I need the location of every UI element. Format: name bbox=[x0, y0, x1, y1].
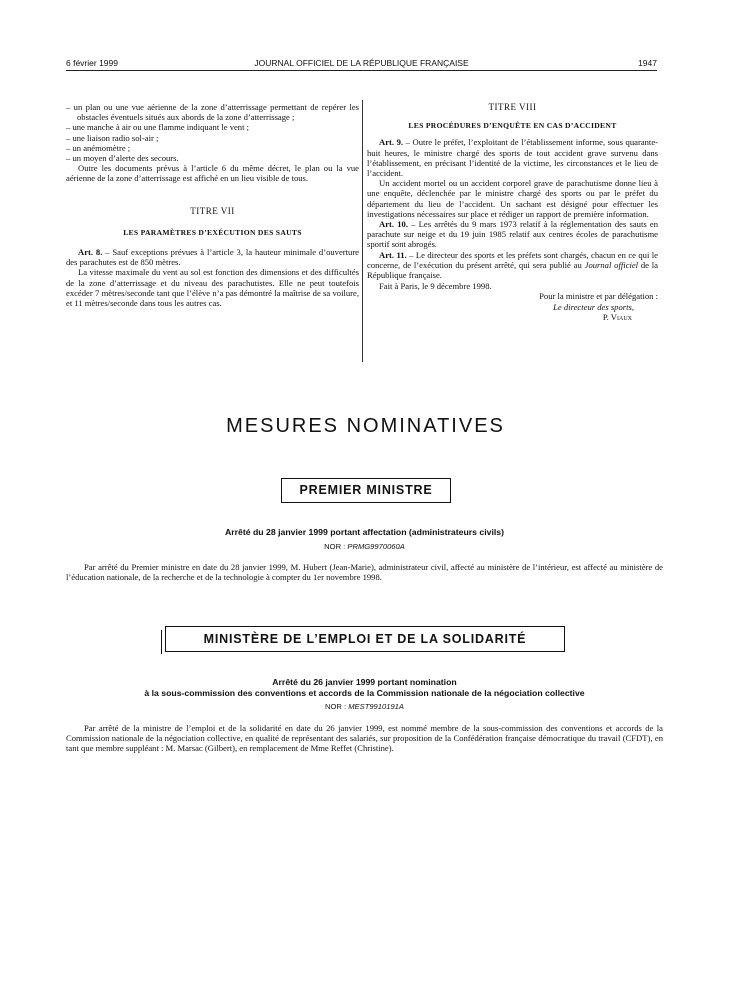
titre-vii-subtitle: LES PARAMÈTRES D’EXÉCUTION DES SAUTS bbox=[123, 227, 302, 237]
article-label: Art. 9. bbox=[379, 137, 404, 148]
right-column bbox=[367, 102, 658, 322]
nor-code: MEST9910191A bbox=[348, 702, 404, 711]
article-text: – Sauf exceptions prévues à l’article 3, la hauteur minimale d’ouverture des parachutes est de 850 mètres. bbox=[66, 247, 359, 268]
article-10 bbox=[367, 219, 658, 250]
issue-date: 6 février 1999 bbox=[66, 58, 118, 68]
header-rule bbox=[66, 70, 657, 71]
journal-title: JOURNAL OFFICIEL DE LA RÉPUBLIQUE FRANÇAISE bbox=[254, 58, 469, 68]
ministry-box-emploi: MINISTÈRE DE L’EMPLOI ET DE LA SOLIDARITÉ bbox=[165, 626, 565, 652]
list-item: – un moyen d’alerte des secours. bbox=[66, 153, 179, 164]
signature-line: Pour la ministre et par délégation : bbox=[539, 291, 658, 302]
article-text: – Les arrêtés du 9 mars 1973 relatif à la réglementation des sauts en parachute sur neige et du 19 juin 1985 relatif aux centres écoles de parachutisme sportif sont abrogés. bbox=[367, 219, 659, 250]
arrete-text: Par arrêté de la ministre de l’emploi et de la solidarité en date du 26 janvier 1999, est nommé membre de la sous-commission des conventions et accords de la Commission nationale de la négociation collective, en qualité de représentant des salariés, sur proposition de la Confédération française démocratique du travail (CFDT), en tant que membre suppléant : M. Marsac (Gilbert), en remplacement de Mme Reffet (Christine). bbox=[66, 723, 663, 754]
paragraph-outre: Outre les documents prévus à l’article 6 du même décret, le plan ou la vue aérienne de la zone d’atterrissage est affiché en un lieu visible de tous. bbox=[66, 163, 359, 184]
titre-viii-subtitle: LES PROCÉDURES D’ENQUÊTE EN CAS D’ACCIDENT bbox=[408, 121, 617, 131]
article-text: – Outre le préfet, l’exploitant de l’établissement informe, sous quarante-huit heures, le ministre chargé des sports de tout accident grave survenu dans l’établissement, en précisant l’identité de la victime, les circonstances et le lieu de l’accident. bbox=[367, 137, 658, 179]
column-divider bbox=[362, 100, 363, 362]
arrete-text: Par arrêté du Premier ministre en date du 28 janvier 1999, M. Hubert (Jean-Marie), administrateur civil, affecté au ministère de l’intérieur, est affecté au ministère de l’éducation nationale, de la recherche et de la technologie à compter du 1er novembre 1998. bbox=[66, 562, 663, 583]
paragraph-accident: Un accident mortel ou un accident corporel grave de parachutisme donne lieu à une enquête, déclenchée par le ministre chargé des sports ou par le préfet du département du lieu de l’accident. Un sachant est désigné pour effectuer les investigations nécessaires sur place et rédiger un rapport de première information. bbox=[367, 178, 658, 219]
ministry-box-premier-ministre: PREMIER MINISTRE bbox=[281, 478, 451, 503]
arrete-title: à la sous-commission des conventions et accords de la Commission nationale de la négociation collective bbox=[144, 688, 585, 698]
list-item: – une manche à air ou une flamme indiquant le vent ; bbox=[66, 122, 250, 133]
article-label: Art. 10. bbox=[379, 219, 408, 230]
nor-reference bbox=[66, 542, 663, 551]
list-item: – un anémomètre ; bbox=[66, 142, 131, 153]
list-item: – un plan ou une vue aérienne de la zone d’atterrissage permettant de repérer les obstacles éventuels situés aux abords de la zone d’atterrissage ; bbox=[66, 102, 359, 123]
titre-vii: TITRE VII bbox=[190, 205, 235, 216]
arrete-title: Arrêté du 28 janvier 1999 portant affectation (administrateurs civils) bbox=[224, 527, 505, 537]
journal-officiel-ref: Journal officiel bbox=[584, 259, 639, 270]
left-column bbox=[66, 102, 359, 308]
nor-label: NOR : bbox=[325, 702, 349, 711]
list-item: – une liaison radio sol-air ; bbox=[66, 132, 159, 143]
paragraph-vitesse: La vitesse maximale du vent au sol est fonction des dimensions et des difficultés de la zone d’atterrissage et du niveau des parachutistes. Elle ne peut toutefois excéder 7 mètres/seconde tant que l’élève n’a pas démontré la maîtrise de sa voilure, et 11 mètres/seconde dans tous les autres cas. bbox=[66, 267, 359, 309]
arrete-title: Arrêté du 26 janvier 1999 portant nomination bbox=[272, 677, 457, 687]
nor-label: NOR : bbox=[324, 542, 348, 551]
titre-viii: TITRE VIII bbox=[488, 102, 537, 112]
article-label: Art. 8. bbox=[78, 247, 103, 258]
signature-title-text: Le directeur des sports, bbox=[553, 301, 634, 312]
signature-title bbox=[367, 302, 658, 312]
fait-a-paris: Fait à Paris, le 9 décembre 1998. bbox=[379, 281, 492, 292]
nor-code: PRMG9970060A bbox=[347, 542, 405, 551]
nor-reference bbox=[66, 702, 663, 711]
article-11 bbox=[367, 250, 658, 281]
section-heading: MESURES NOMINATIVES bbox=[226, 415, 505, 437]
page-number: 1947 bbox=[638, 58, 657, 68]
article-9 bbox=[367, 137, 658, 178]
article-text: de la République française. bbox=[367, 259, 658, 281]
article-8 bbox=[66, 247, 359, 267]
article-label: Art. 11. bbox=[379, 249, 407, 260]
article-text: – Le directeur des sports et les préfets sont chargés, chacun en ce qui le concerne, de l’exécution du présent arrêté, qui sera publié au bbox=[367, 249, 658, 270]
signature-name: P. Viaux bbox=[602, 311, 632, 322]
